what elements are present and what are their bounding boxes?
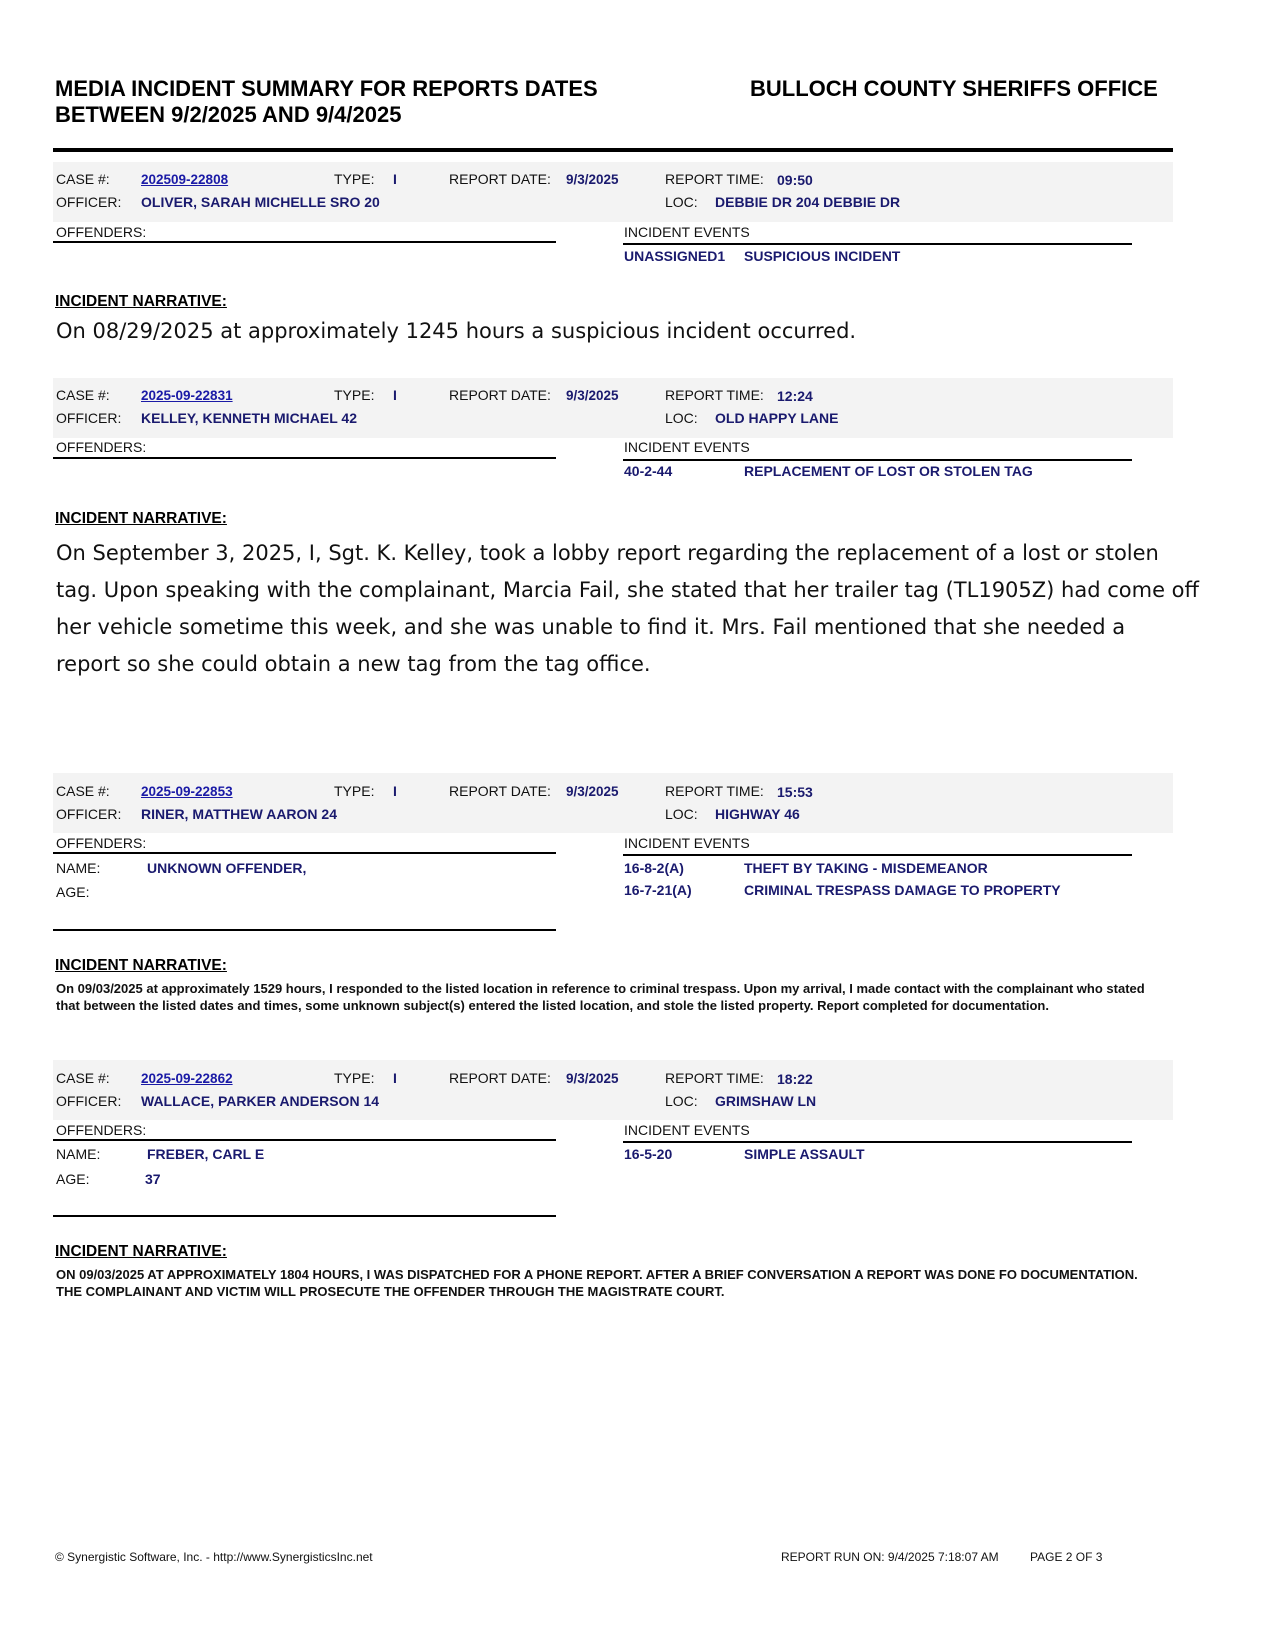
- agency-name: BULLOCH COUNTY SHERIFFS OFFICE: [750, 76, 1158, 101]
- offender-section-divider: [53, 929, 556, 931]
- report-time-label: REPORT TIME:: [665, 783, 764, 799]
- report-date-label: REPORT DATE:: [449, 171, 551, 187]
- incident-events-label: INCIDENT EVENTS: [624, 835, 750, 851]
- incident-events-label: INCIDENT EVENTS: [624, 1122, 750, 1138]
- type-value: I: [393, 171, 397, 187]
- narrative-line: On 08/29/2025 at approximately 1245 hours a suspicious incident occurred.: [56, 319, 857, 343]
- offender-section-divider: [53, 1215, 556, 1217]
- event-code: UNASSIGNED1: [624, 248, 726, 264]
- footer-page-number: PAGE 2 OF 3: [1030, 1550, 1103, 1564]
- case-header-band: [53, 378, 1173, 438]
- type-value: I: [393, 783, 397, 799]
- offender-name-value: FREBER, CARL E: [147, 1146, 265, 1162]
- incident-events-divider: [623, 854, 1132, 856]
- report-title: [55, 76, 598, 128]
- report-time-value: 18:22: [777, 1071, 813, 1087]
- event-code: 16-5-20: [624, 1146, 673, 1162]
- event-description: REPLACEMENT OF LOST OR STOLEN TAG: [744, 463, 1033, 479]
- event-description: CRIMINAL TRESPASS DAMAGE TO PROPERTY: [744, 882, 1061, 898]
- report-date-value: 9/3/2025: [566, 388, 619, 403]
- report-date-label: REPORT DATE:: [449, 387, 551, 403]
- narrative-text: On 09/03/2025 at approximately 1529 hours, I responded to the listed location in reference to criminal trespass. Upon my arrival, I made contact with the complainant who stated that between the listed dates and times, some unknown subject(s) entered the listed location, and stole the listed property. Report completed for documentation.: [56, 981, 1145, 1013]
- report-time-value: 12:24: [777, 388, 813, 404]
- loc-value: OLD HAPPY LANE: [715, 410, 839, 426]
- case-number-label: CASE #:: [56, 171, 110, 187]
- officer-value: WALLACE, PARKER ANDERSON 14: [141, 1093, 380, 1109]
- report-time-label: REPORT TIME:: [665, 387, 764, 403]
- case-number-label: CASE #:: [56, 783, 110, 799]
- event-code: 40-2-44: [624, 463, 673, 479]
- offenders-divider: [53, 457, 556, 459]
- case-number-label: CASE #:: [56, 387, 110, 403]
- incident-events-label: INCIDENT EVENTS: [624, 224, 750, 240]
- case-number-link[interactable]: 2025-09-22862: [141, 1071, 233, 1086]
- report-date-label: REPORT DATE:: [449, 783, 551, 799]
- loc-value: GRIMSHAW LN: [715, 1093, 817, 1109]
- report-time-label: REPORT TIME:: [665, 171, 764, 187]
- type-label: TYPE:: [334, 783, 375, 799]
- offender-age-value: 37: [145, 1171, 161, 1187]
- type-value: I: [393, 1070, 397, 1086]
- narrative-line: tag. Upon speaking with the complainant, Marcia Fail, she stated that her trailer tag (TL1905Z) had come off: [56, 578, 1199, 602]
- report-date-value: 9/3/2025: [566, 784, 619, 799]
- case-number-link[interactable]: 2025-09-22853: [141, 784, 233, 799]
- type-label: TYPE:: [334, 387, 375, 403]
- officer-label: OFFICER:: [56, 1093, 122, 1109]
- loc-label: LOC:: [665, 806, 698, 822]
- offenders-label: OFFENDERS:: [56, 224, 147, 240]
- type-value: I: [393, 387, 397, 403]
- offenders-divider: [53, 852, 556, 854]
- narrative-heading: INCIDENT NARRATIVE:: [55, 1243, 227, 1260]
- case-header-band: [53, 773, 1173, 833]
- narrative-line: her vehicle sometime this week, and she was unable to find it. Mrs. Fail mentioned that she needed a: [56, 615, 1126, 639]
- officer-label: OFFICER:: [56, 410, 122, 426]
- loc-label: LOC:: [665, 1093, 698, 1109]
- officer-label: OFFICER:: [56, 806, 122, 822]
- narrative-text: ON 09/03/2025 AT APPROXIMATELY 1804 HOURS, I WAS DISPATCHED FOR A PHONE REPORT. AFTER A BRIEF CONVERSATION A REPORT WAS DONE FO DOCUMENTATION. THE COMPLAINANT AND VICTIM WILL PROSECUTE THE OFFENDER THROUGH THE MAGISTRATE COURT.: [56, 1267, 1138, 1299]
- type-label: TYPE:: [334, 1070, 375, 1086]
- report-date-value: 9/3/2025: [566, 172, 619, 187]
- officer-label: OFFICER:: [56, 194, 122, 210]
- loc-value: HIGHWAY 46: [715, 806, 800, 822]
- report-time-value: 15:53: [777, 784, 813, 800]
- narrative-line: report so she could obtain a new tag from the tag office.: [56, 652, 651, 676]
- event-description: SUSPICIOUS INCIDENT: [744, 248, 901, 264]
- report-time-value: 09:50: [777, 172, 813, 188]
- case-number-link[interactable]: 2025-09-22831: [141, 388, 233, 403]
- case-header-band: [53, 162, 1173, 222]
- case-number-link[interactable]: 202509-22808: [141, 172, 229, 187]
- offender-name-label: NAME:: [56, 860, 101, 876]
- case-number-label: CASE #:: [56, 1070, 110, 1086]
- report-title-line-2: BETWEEN 9/2/2025 AND 9/4/2025: [55, 102, 402, 127]
- officer-value: RINER, MATTHEW AARON 24: [141, 806, 337, 822]
- loc-value: DEBBIE DR 204 DEBBIE DR: [715, 194, 901, 210]
- loc-label: LOC:: [665, 410, 698, 426]
- event-description: THEFT BY TAKING - MISDEMEANOR: [744, 860, 988, 876]
- event-code: 16-8-2(A): [624, 860, 684, 876]
- incident-events-divider: [623, 243, 1132, 245]
- footer-copyright: © Synergistic Software, Inc. - http://www.SynergisticsInc.net: [55, 1550, 373, 1564]
- loc-label: LOC:: [665, 194, 698, 210]
- narrative-text: [56, 313, 856, 350]
- offender-age-label: AGE:: [56, 884, 90, 900]
- offenders-divider: [53, 1139, 556, 1141]
- narrative-heading: INCIDENT NARRATIVE:: [55, 293, 227, 310]
- offenders-label: OFFENDERS:: [56, 1122, 147, 1138]
- footer-report-run: REPORT RUN ON: 9/4/2025 7:18:07 AM: [781, 1550, 999, 1564]
- offender-age-label: AGE:: [56, 1171, 90, 1187]
- offenders-label: OFFENDERS:: [56, 439, 147, 455]
- report-title-line-1: MEDIA INCIDENT SUMMARY FOR REPORTS DATES: [55, 76, 598, 101]
- report-date-label: REPORT DATE:: [449, 1070, 551, 1086]
- offenders-divider: [53, 241, 556, 243]
- offender-name-label: NAME:: [56, 1146, 101, 1162]
- incident-events-divider: [623, 459, 1132, 461]
- narrative-heading: INCIDENT NARRATIVE:: [55, 510, 227, 527]
- narrative-text: [56, 535, 1199, 683]
- offender-name-value: UNKNOWN OFFENDER,: [147, 860, 307, 876]
- incident-events-label: INCIDENT EVENTS: [624, 439, 750, 455]
- case-header-band: [53, 1060, 1173, 1120]
- report-time-label: REPORT TIME:: [665, 1070, 764, 1086]
- event-code: 16-7-21(A): [624, 882, 692, 898]
- officer-value: OLIVER, SARAH MICHELLE SRO 20: [141, 194, 380, 210]
- offenders-label: OFFENDERS:: [56, 835, 147, 851]
- incident-events-divider: [623, 1141, 1132, 1143]
- type-label: TYPE:: [334, 171, 375, 187]
- narrative-heading: INCIDENT NARRATIVE:: [55, 957, 227, 974]
- narrative-line: On September 3, 2025, I, Sgt. K. Kelley, took a lobby report regarding the replacement of a lost or stolen: [56, 541, 1159, 565]
- event-description: SIMPLE ASSAULT: [744, 1146, 865, 1162]
- officer-value: KELLEY, KENNETH MICHAEL 42: [141, 410, 357, 426]
- header-divider: [53, 148, 1173, 152]
- report-date-value: 9/3/2025: [566, 1071, 619, 1086]
